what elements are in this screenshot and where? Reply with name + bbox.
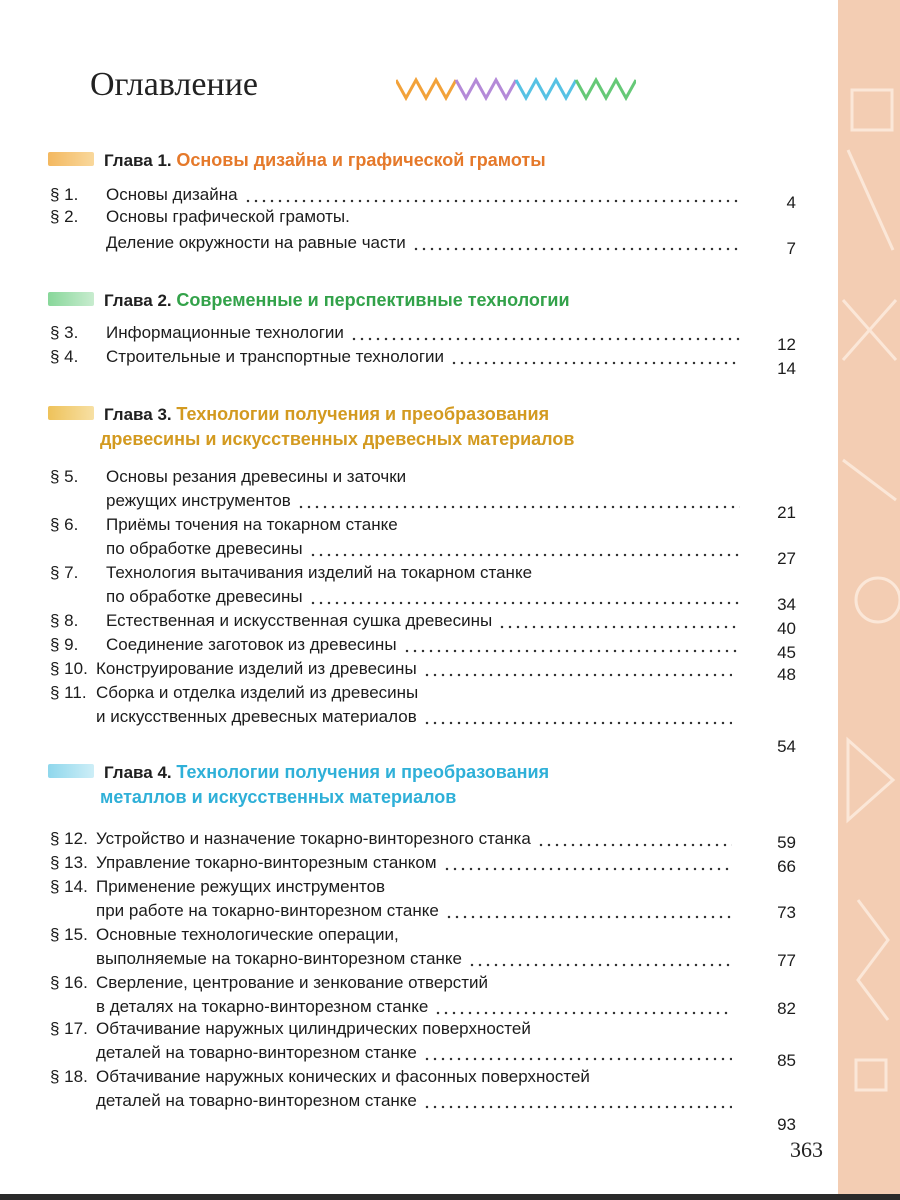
section-title-line: Применение режущих инструментов bbox=[96, 877, 386, 896]
section-title-line: Обтачивание наружных цилиндрических поверхностей bbox=[96, 1019, 531, 1038]
dot-leader bbox=[445, 900, 732, 920]
chapter-label: Глава 2. bbox=[104, 291, 172, 310]
section-title-line: Основы графической грамоты. bbox=[106, 207, 350, 226]
chapter-title: Технологии получения и преобразования bbox=[176, 762, 550, 782]
section-title-line: Основные технологические операции, bbox=[96, 925, 399, 944]
dot-leader bbox=[412, 232, 740, 252]
page-ref: 73 bbox=[777, 903, 796, 922]
chapter-label: Глава 1. bbox=[104, 151, 172, 170]
dot-leader bbox=[423, 706, 732, 726]
dot-leader bbox=[297, 490, 740, 510]
dot-leader bbox=[350, 322, 740, 342]
chapter-title: Основы дизайна и графической грамоты bbox=[176, 150, 546, 170]
section-number: § 1. bbox=[50, 185, 79, 204]
page-ref: 77 bbox=[777, 951, 796, 970]
decorative-edge-strip bbox=[838, 0, 900, 1200]
section-title-line: Основы резания древесины и заточки bbox=[106, 467, 407, 486]
chapter-label: Глава 3. bbox=[104, 405, 172, 424]
page-number: 363 bbox=[790, 1137, 823, 1162]
section-title: по обработке древесины bbox=[106, 587, 303, 606]
page-ref: 45 bbox=[777, 643, 796, 662]
dot-leader bbox=[423, 658, 732, 678]
page-ref: 27 bbox=[777, 549, 796, 568]
section-number: § 4. bbox=[50, 347, 79, 366]
section-title-line: Приёмы точения на токарном станке bbox=[106, 515, 398, 534]
dot-leader bbox=[244, 184, 740, 204]
chapter-color-marker bbox=[48, 152, 94, 166]
section-number: § 18. bbox=[50, 1067, 88, 1086]
dot-leader bbox=[450, 346, 740, 366]
section-title-line: Обтачивание наружных конических и фасонных поверхностей bbox=[96, 1067, 590, 1086]
section-title: выполняемые на токарно-винторезном станке bbox=[96, 949, 462, 968]
section-title-line: Технология вытачивания изделий на токарном станке bbox=[106, 563, 533, 582]
section-title: Строительные и транспортные технологии bbox=[106, 347, 445, 366]
section-title: Управление токарно-винторезным станком bbox=[96, 853, 437, 872]
section-title-line: Сборка и отделка изделий из древесины bbox=[96, 683, 419, 702]
section-number: § 2. bbox=[50, 207, 79, 226]
section-number: § 12. bbox=[50, 829, 88, 848]
section-title: в деталях на токарно-винторезном станке bbox=[96, 997, 429, 1016]
dot-leader bbox=[468, 948, 732, 968]
page-ref: 14 bbox=[777, 359, 796, 378]
page-title: Оглавление bbox=[90, 66, 258, 103]
section-title: Основы дизайна bbox=[106, 185, 238, 204]
dot-leader bbox=[537, 828, 732, 848]
section-title: по обработке древесины bbox=[106, 539, 303, 558]
chapter-title: Технологии получения и преобразования bbox=[176, 404, 550, 424]
section-title: Устройство и назначение токарно-винторезного станка bbox=[96, 829, 531, 848]
page-ref: 4 bbox=[786, 193, 796, 212]
section-number: § 9. bbox=[50, 635, 79, 654]
page-bottom-edge bbox=[0, 1194, 900, 1200]
zigzag-ornament-icon bbox=[396, 76, 636, 104]
section-number: § 6. bbox=[50, 515, 79, 534]
dot-leader bbox=[443, 852, 732, 872]
section-title: деталей на товарно-винторезном станке bbox=[96, 1043, 417, 1062]
page-ref: 12 bbox=[777, 335, 796, 354]
section-number: § 13. bbox=[50, 853, 88, 872]
section-title: деталей на товарно-винторезном станке bbox=[96, 1091, 417, 1110]
section-title: Соединение заготовок из древесины bbox=[106, 635, 397, 654]
geometric-pattern-icon bbox=[838, 0, 900, 1200]
section-number: § 8. bbox=[50, 611, 79, 630]
section-number: § 17. bbox=[50, 1019, 88, 1038]
chapter-color-marker bbox=[48, 292, 94, 306]
section-number: § 3. bbox=[50, 323, 79, 342]
section-title: Конструирование изделий из древесины bbox=[96, 659, 417, 678]
section-title: и искусственных древесных материалов bbox=[96, 707, 417, 726]
dot-leader bbox=[434, 996, 732, 1016]
dot-leader bbox=[498, 610, 740, 630]
dot-leader bbox=[423, 1042, 732, 1062]
chapter-title-line-2: древесины и искусственных древесных материалов bbox=[100, 429, 575, 449]
dot-leader bbox=[423, 1090, 732, 1110]
page-ref: 54 bbox=[777, 737, 796, 756]
dot-leader bbox=[403, 634, 740, 654]
section-number: § 5. bbox=[50, 467, 79, 486]
page-ref: 82 bbox=[777, 999, 796, 1018]
section-number: § 16. bbox=[50, 973, 88, 992]
section-number: § 15. bbox=[50, 925, 88, 944]
dot-leader bbox=[309, 538, 740, 558]
section-number: § 7. bbox=[50, 563, 79, 582]
page-ref: 34 bbox=[777, 595, 796, 614]
section-title: при работе на токарно-винторезном станке bbox=[96, 901, 439, 920]
chapter-color-marker bbox=[48, 406, 94, 420]
page-ref: 48 bbox=[777, 665, 796, 684]
page-ref: 40 bbox=[777, 619, 796, 638]
section-number: § 14. bbox=[50, 877, 88, 896]
section-title: Деление окружности на равные части bbox=[106, 233, 406, 252]
section-title-line: Сверление, центрование и зенкование отверстий bbox=[96, 973, 489, 992]
page-ref: 66 bbox=[777, 857, 796, 876]
section-title: Естественная и искусственная сушка древесины bbox=[106, 611, 493, 630]
chapter-title: Современные и перспективные технологии bbox=[176, 290, 570, 310]
page-ref: 59 bbox=[777, 833, 796, 852]
chapter-title-line-2: металлов и искусственных материалов bbox=[100, 787, 457, 807]
section-number: § 11. bbox=[50, 683, 87, 702]
section-number: § 10. bbox=[50, 659, 88, 678]
section-title: Информационные технологии bbox=[106, 323, 344, 342]
section-title: режущих инструментов bbox=[106, 491, 291, 510]
page-ref: 93 bbox=[777, 1115, 796, 1134]
chapter-label: Глава 4. bbox=[104, 763, 172, 782]
chapter-color-marker bbox=[48, 764, 94, 778]
dot-leader bbox=[309, 586, 740, 606]
page-ref: 7 bbox=[786, 239, 796, 258]
page-ref: 21 bbox=[777, 503, 796, 522]
page-ref: 85 bbox=[777, 1051, 796, 1070]
